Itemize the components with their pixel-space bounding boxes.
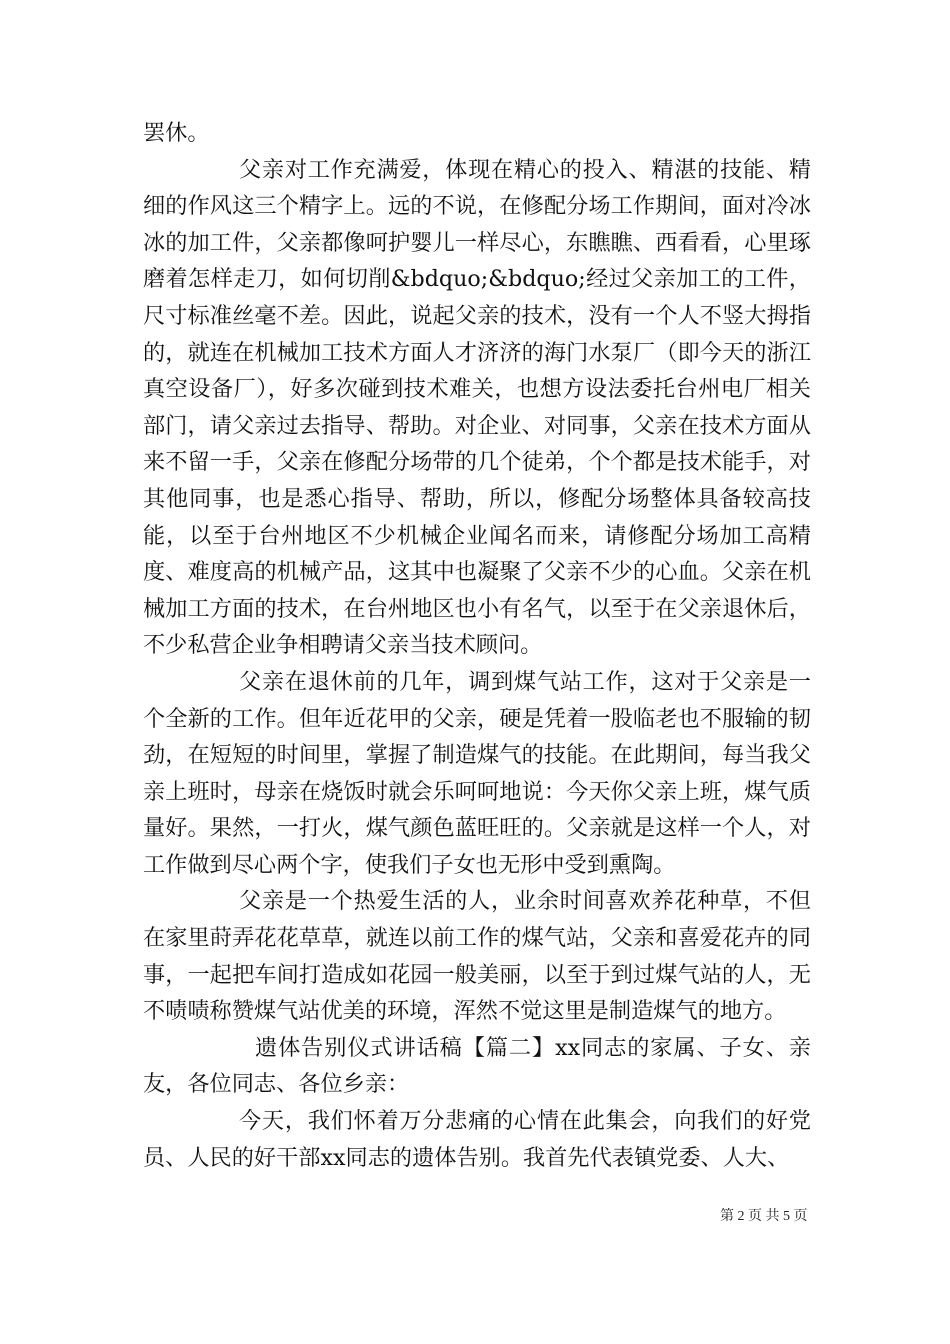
paragraph-work-skills: 父亲对工作充满爱，体现在精心的投入、精湛的技能、精细的作风这三个精字上。远的不说，在修配分场工作期间，面对冷冰冰的加工件，父亲都像呵护婴儿一样尽心，东瞧瞧、西看看，心里琢磨着怎样走刀，如何切削&bdquo;&bdquo;经过父亲加工的工件，尺寸标准丝毫不差。因此，说起父亲的技术，没有一个人不竖大拇指的，就连在机械加工技术方面人才济济的海门水泵厂（即今天的浙江真空设备厂），好多次碰到技术难关，也想方设法委托台州电厂相关部门，请父亲过去指导、帮助。对企业、对同事，父亲在技术方面从来不留一手，父亲在修配分场带的几个徒弟，个个都是技术能手，对其他同事，也是悉心指导、帮助，所以，修配分场整体具备较高技能，以至于台州地区不少机械企业闻名而来，请修配分场加工高精度、难度高的机械产品，这其中也凝聚了父亲不少的心血。父亲在机械加工方面的技术，在台州地区也小有名气，以至于在父亲退休后，不少私营企业争相聘请父亲当技术顾问。 xyxy=(143,156,811,659)
page-number-footer: 第 2 页 共 5 页 xyxy=(720,1209,808,1224)
paragraph-continuation: 罢休。 xyxy=(143,120,210,146)
section-heading-part-two: 遗体告别仪式讲话稿【篇二】xx同志的家属、子女、亲友，各位同志、各位乡亲： xyxy=(143,1034,811,1098)
paragraph-farewell-opening: 今天，我们怀着万分悲痛的心情在此集会，向我们的好党员、人民的好干部xx同志的遗体告别。我首先代表镇党委、人大、 xyxy=(143,1108,811,1171)
document-body xyxy=(143,115,811,1176)
paragraph-gas-station: 父亲在退休前的几年，调到煤气站工作，这对于父亲是一个全新的工作。但年近花甲的父亲，硬是凭着一股临老也不服输的韧劲，在短短的时间里，掌握了制造煤气的技能。在此期间，每当我父亲上班时，母亲在烧饭时就会乐呵呵地说：今天你父亲上班，煤气质量好。果然，一打火，煤气颜色蓝旺旺的。父亲就是这样一个人，对工作做到尽心两个字，使我们子女也无形中受到熏陶。 xyxy=(143,668,811,878)
paragraph-love-life: 父亲是一个热爱生活的人，业余时间喜欢养花种草，不但在家里莳弄花花草草，就连以前工作的煤气站，父亲和喜爱花卉的同事，一起把车间打造成如花园一般美丽，以至于到过煤气站的人，无不啧啧称赞煤气站优美的环境，浑然不觉这里是制造煤气的地方。 xyxy=(143,888,811,1025)
